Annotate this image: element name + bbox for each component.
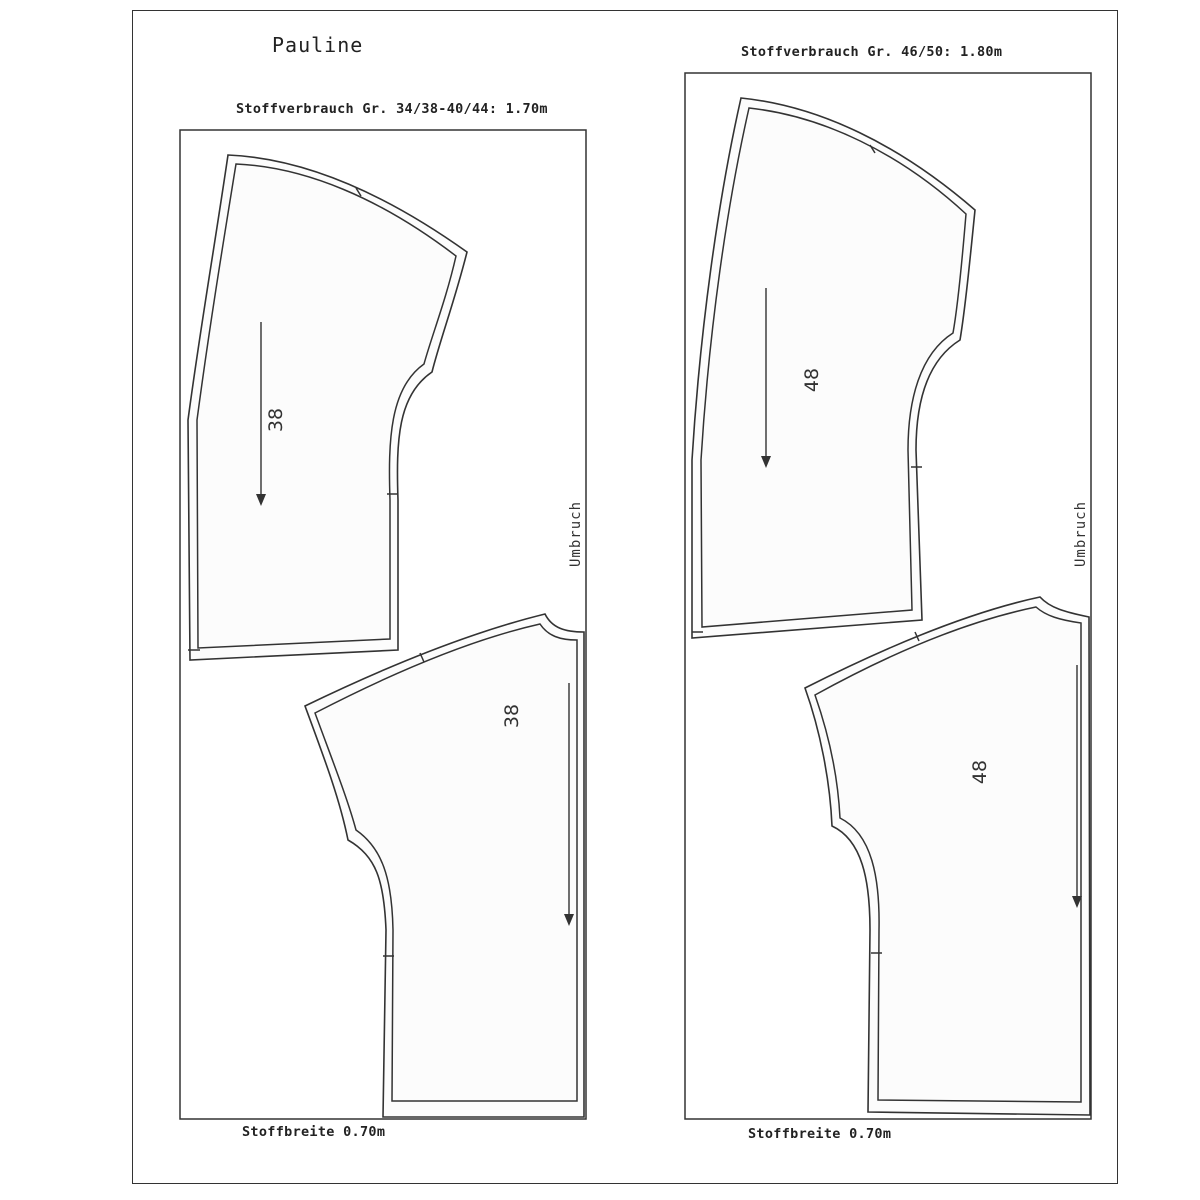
size-label-body-left: 38 <box>501 703 523 729</box>
sleeve-seamline-left <box>197 164 456 648</box>
body-seamline-right <box>815 607 1081 1102</box>
size-label-sleeve-right: 48 <box>801 367 823 393</box>
size-label-body-right: 48 <box>969 759 991 785</box>
cutting-layout-left <box>180 130 586 1119</box>
pattern-title: Pauline <box>272 33 364 57</box>
fabric-usage-label-left: Stoffverbrauch Gr. 34/38-40/44: 1.70m <box>236 101 548 117</box>
fabric-width-label-left: Stoffbreite 0.70m <box>242 1124 386 1140</box>
fold-label-right: Umbruch <box>1073 500 1089 568</box>
body-piece-right <box>805 597 1090 1115</box>
sleeve-piece-right <box>692 98 975 638</box>
body-seamline-left <box>315 624 577 1101</box>
cutting-layout-right <box>685 73 1091 1119</box>
fabric-width-label-right: Stoffbreite 0.70m <box>748 1126 892 1142</box>
size-label-sleeve-left: 38 <box>265 407 287 433</box>
sleeve-piece-left <box>188 155 467 660</box>
fold-label-left: Umbruch <box>568 500 584 568</box>
fabric-usage-label-right: Stoffverbrauch Gr. 46/50: 1.80m <box>741 44 1003 60</box>
body-piece-left <box>305 614 584 1117</box>
